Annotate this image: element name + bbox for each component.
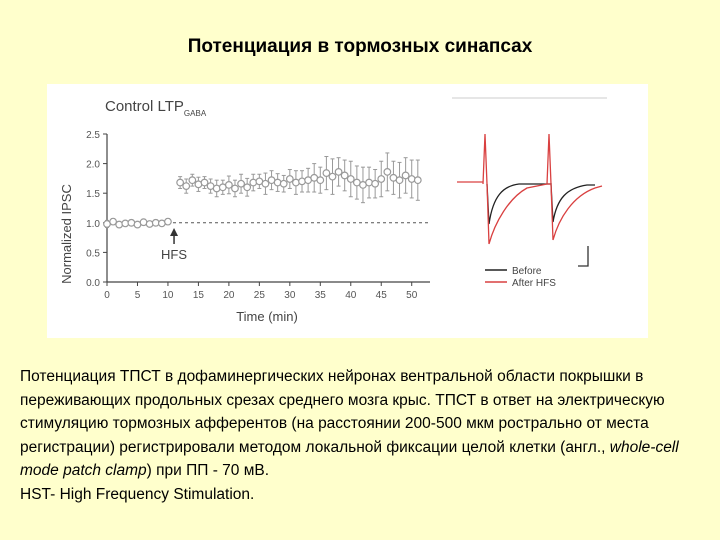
data-point xyxy=(165,218,172,225)
data-point xyxy=(189,177,196,184)
x-tick-label: 0 xyxy=(104,290,110,301)
data-point xyxy=(396,177,403,184)
data-point xyxy=(341,172,348,179)
x-tick-label: 20 xyxy=(223,290,235,301)
caption-text-italic: whole-cell mode patch clamp xyxy=(20,438,679,479)
caption xyxy=(20,365,710,506)
y-tick-label: 1.5 xyxy=(86,189,100,201)
data-point xyxy=(408,176,415,183)
scale-bar xyxy=(578,246,588,266)
data-point xyxy=(238,180,245,187)
data-point xyxy=(335,169,342,176)
trace-before xyxy=(487,184,595,224)
figure-panel xyxy=(47,84,648,338)
data-point xyxy=(384,169,391,176)
data-point xyxy=(402,172,409,179)
data-point xyxy=(317,177,324,184)
data-points xyxy=(104,153,421,228)
x-tick-label: 45 xyxy=(375,290,387,301)
ltp-chart xyxy=(47,84,648,338)
y-tick-label: 2.5 xyxy=(86,130,100,141)
data-point xyxy=(299,178,306,185)
y-tick-label: 2.0 xyxy=(86,159,100,171)
x-tick-label: 5 xyxy=(134,290,141,301)
chart-title-subscript: GABA xyxy=(183,109,207,118)
caption-main xyxy=(20,365,710,483)
data-point xyxy=(347,176,354,183)
slide-title: Потенциация в тормозных синапсах xyxy=(187,36,533,57)
stimulus-artifact-1 xyxy=(483,134,487,184)
x-tick-label: 25 xyxy=(253,290,265,301)
y-tick-label: 0.5 xyxy=(86,248,100,260)
data-point xyxy=(323,170,330,177)
data-point xyxy=(177,179,184,186)
caption-abbrev: HST- High Frequency Stimulation. xyxy=(20,485,255,503)
chart-title: Control $LTP_{GABA}$ xyxy=(105,98,207,118)
data-point xyxy=(287,176,294,183)
y-tick-label: 0.0 xyxy=(86,278,100,289)
ipsc-traces xyxy=(452,98,607,289)
data-point xyxy=(116,221,123,228)
data-point xyxy=(183,183,190,190)
data-point xyxy=(366,179,373,186)
caption-text-a: Потенциация ТПСТ в дофаминергических нейронах вентральной области покрышки в переживающих продольных срезах среднего мозга крыс. ТПСТ в ответ на электрическую стимуляцию тормозных афферентов (на расстоянии 200-500 мкм рострально от места регистрации) регистрировали методом локальной фиксации целой клетки (англ., xyxy=(20,368,665,456)
data-point xyxy=(262,180,269,187)
x-tick-label: 50 xyxy=(406,290,418,301)
x-tick-label: 40 xyxy=(345,290,357,301)
data-point xyxy=(378,176,385,183)
data-point xyxy=(250,179,257,186)
x-tick-label: 15 xyxy=(192,290,204,301)
data-point xyxy=(146,221,153,228)
data-point xyxy=(244,184,251,191)
y-tick-label: 1.0 xyxy=(86,218,100,230)
data-point xyxy=(280,180,287,187)
data-point xyxy=(213,185,220,192)
hfs-arrow-head xyxy=(170,228,178,236)
hfs-label: HFS xyxy=(161,247,188,262)
x-tick-label: 10 xyxy=(162,290,174,301)
data-point xyxy=(274,179,281,186)
x-ticks xyxy=(104,282,417,301)
data-point xyxy=(226,182,233,189)
data-point xyxy=(232,185,239,192)
x-axis-label: Time (min) xyxy=(236,309,298,324)
legend-before-label: Before xyxy=(512,266,542,277)
data-point xyxy=(372,180,379,187)
x-tick-label: 35 xyxy=(314,290,326,301)
data-point xyxy=(329,173,336,180)
x-tick-label: 30 xyxy=(284,290,296,301)
legend-after-label: After HFS xyxy=(512,278,556,289)
data-point xyxy=(201,179,208,186)
stimulus-artifact-2 xyxy=(547,134,551,184)
data-point xyxy=(293,179,300,186)
data-point xyxy=(415,177,422,184)
hfs-annotation xyxy=(161,228,187,262)
trace-after-hfs xyxy=(487,184,602,244)
y-ticks xyxy=(86,130,107,289)
caption-text-b: ) при ПП - 70 мВ. xyxy=(146,462,270,479)
y-axis-label: Normalized IPSC xyxy=(59,184,74,284)
